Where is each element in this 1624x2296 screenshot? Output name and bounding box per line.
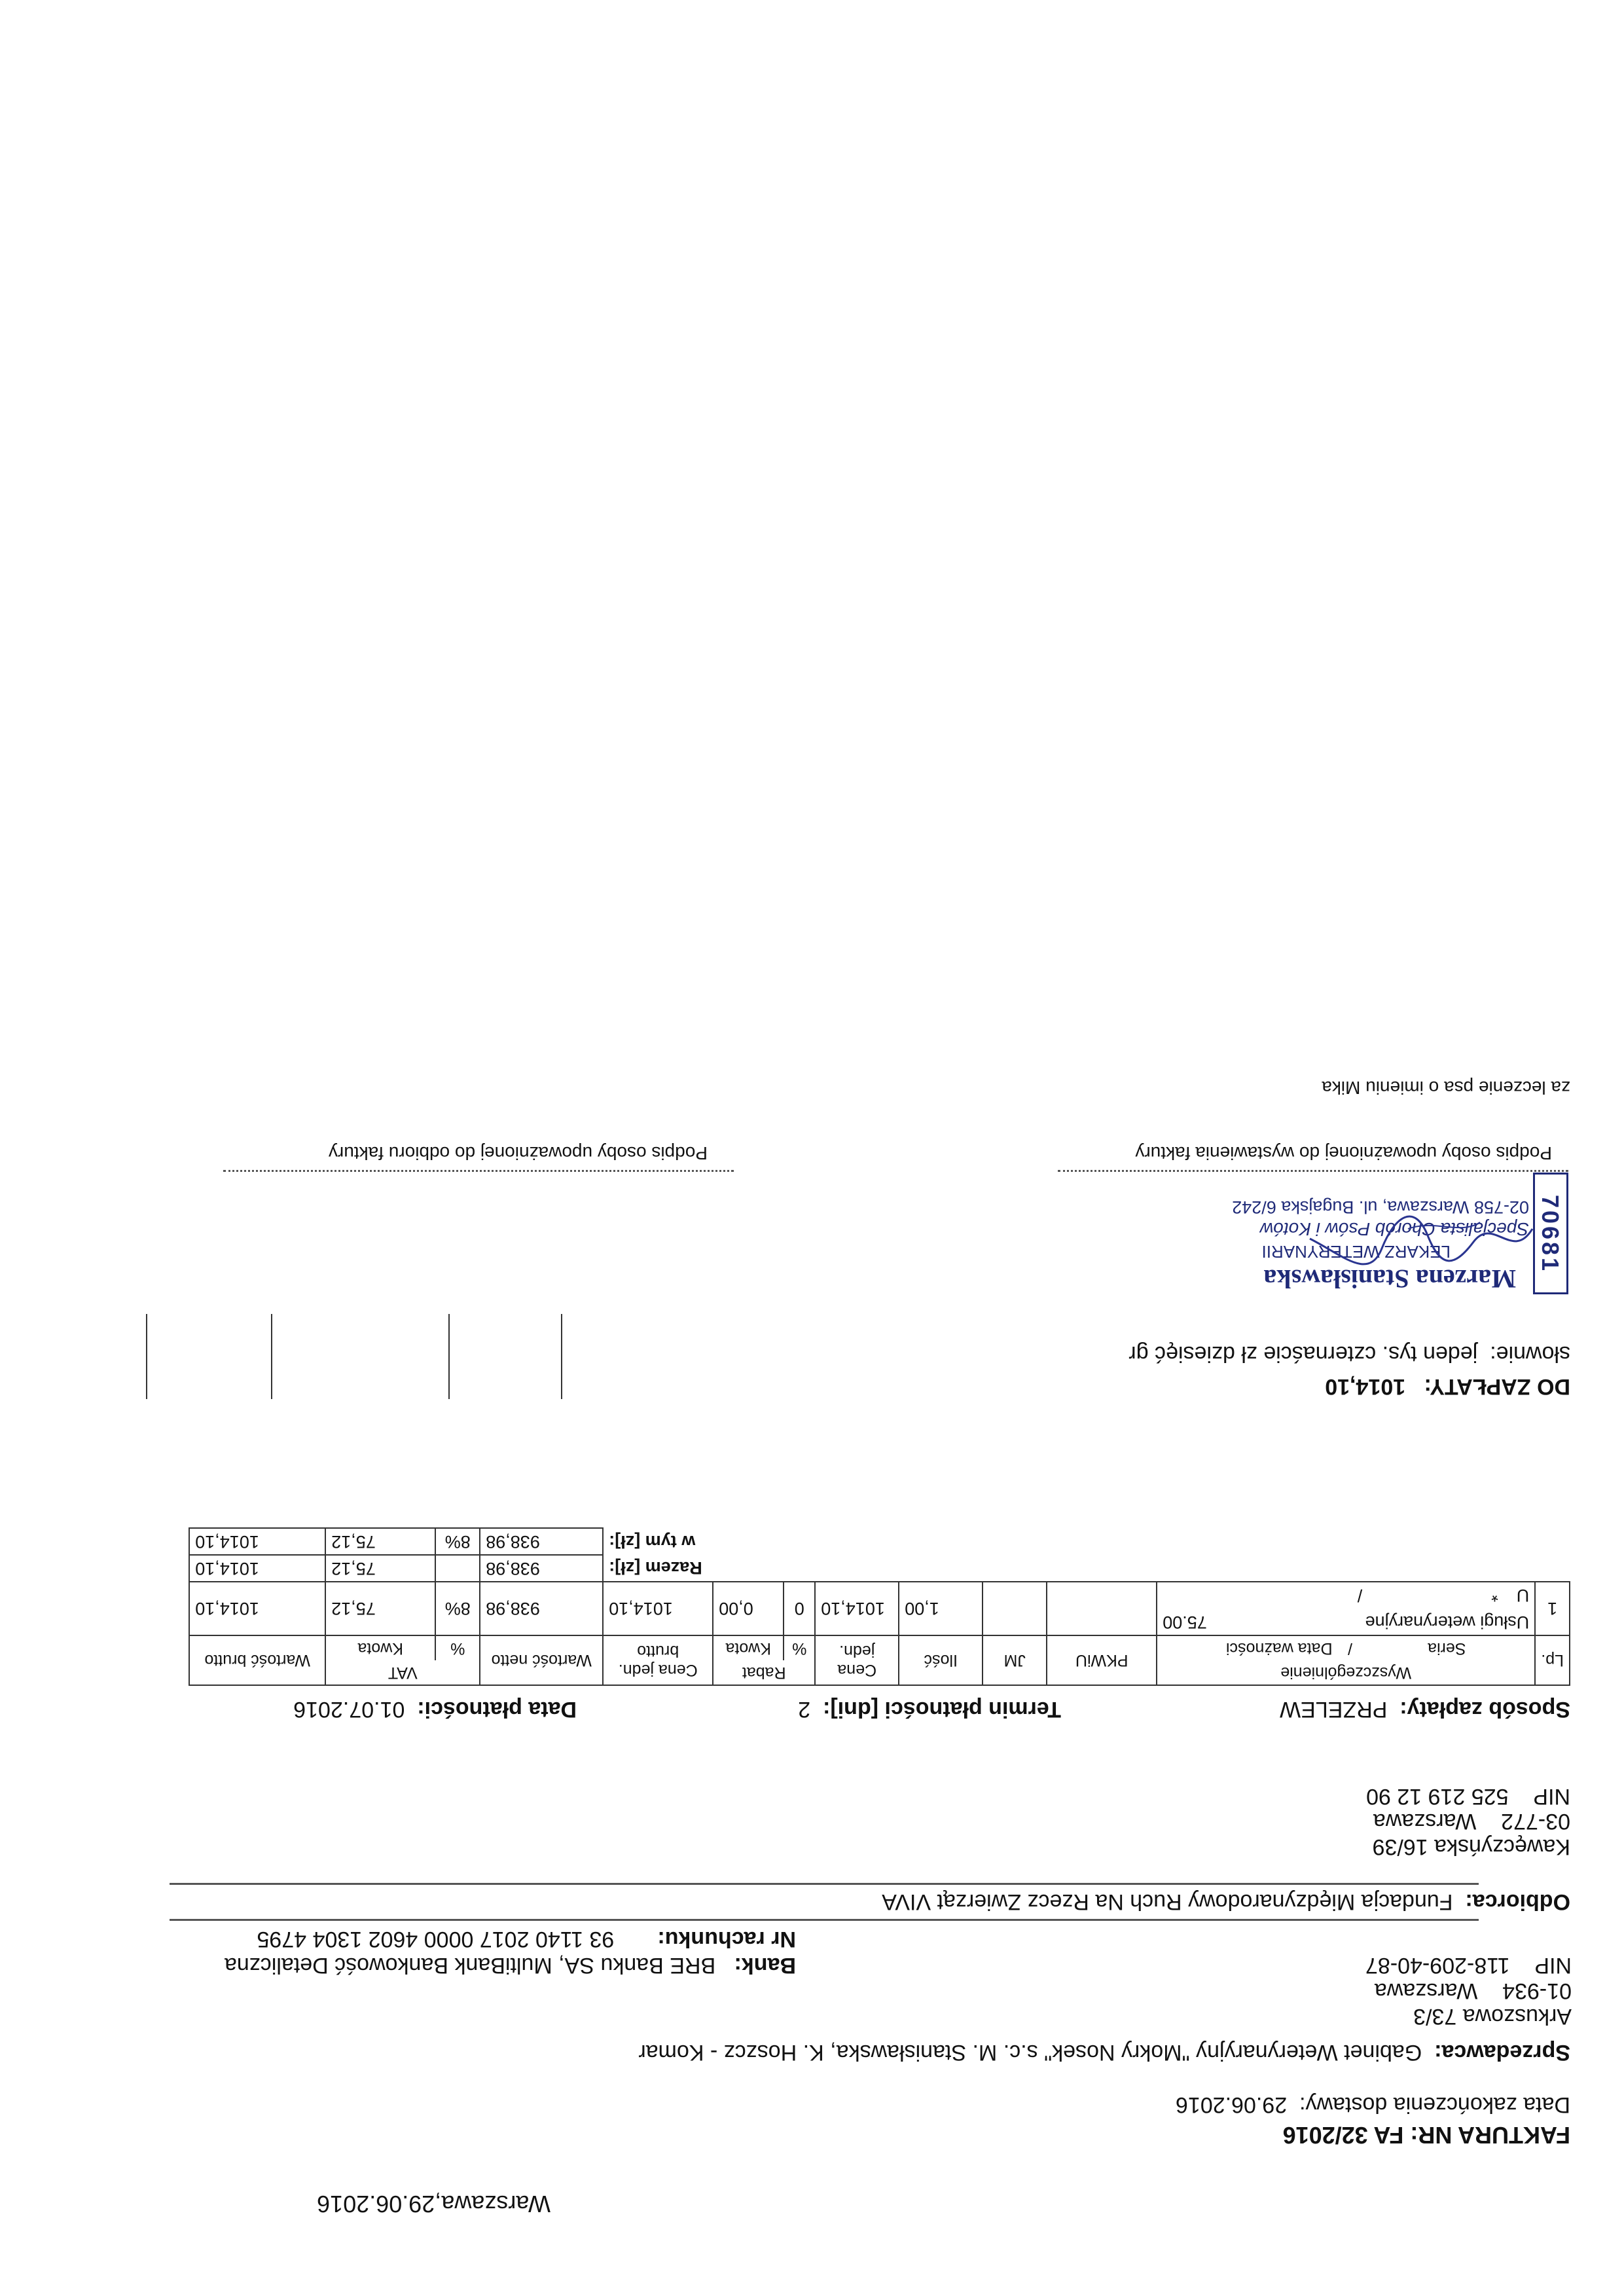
payment-method: PRZELEW (1280, 1697, 1388, 1722)
table-vline-2 (448, 1314, 450, 1399)
delivery-date-line (1176, 2092, 1570, 2117)
row-desc-sub (1163, 1585, 1529, 1605)
stamp-specialty: Specjalista Chorób Psów i Kotów (1260, 1219, 1529, 1239)
payment-term: 2 (798, 1697, 811, 1722)
th-wartosc-brutto: Wartość brutto (189, 1635, 325, 1685)
buyer-line (882, 1889, 1570, 1914)
buyer-separator (170, 1883, 1479, 1885)
row-cena: 1014,10 (815, 1582, 899, 1635)
payment-method-line (1280, 1696, 1570, 1722)
wtym-vat-kwota: 75,12 (325, 1528, 435, 1555)
row-desc-top (1163, 1612, 1529, 1632)
stamp-number: 70681 (1537, 1194, 1564, 1274)
payment-method-label: Sposób zapłaty: (1399, 1697, 1570, 1722)
issuer-signature-label: Podpis osoby upoważnionej do wystawienia faktury (1135, 1143, 1552, 1163)
seller-nip-line (1365, 1952, 1572, 1978)
row-sub-left: U (1516, 1586, 1530, 1605)
table-wtym-row (189, 1528, 1570, 1555)
handwritten-signature (1303, 1203, 1539, 1275)
total-line (1325, 1374, 1570, 1399)
receiver-signature-label: Podpis osoby upoważnionej do odbioru faktury (328, 1143, 708, 1163)
bank-label: Bank: (734, 1953, 796, 1978)
seller-street: Arkuszowa 73/3 (1413, 2004, 1572, 2029)
total-words-line (1128, 1341, 1570, 1366)
table-vline-3 (271, 1314, 272, 1399)
table-header-row (189, 1660, 1570, 1685)
th-vat-pct: % (435, 1635, 480, 1660)
row-rabat-pct: 0 (784, 1582, 815, 1635)
seller-nip: 118-209-40-87 (1365, 1953, 1510, 1978)
th-data-waznosci: Data ważności (1226, 1639, 1333, 1658)
buyer-city-line (1373, 1808, 1570, 1834)
th-seria-data (1157, 1635, 1535, 1660)
th-wartosc-netto: Wartość netto (480, 1635, 603, 1685)
row-brutto: 1014,10 (189, 1582, 325, 1635)
table-row (189, 1582, 1570, 1635)
items-table (189, 1527, 1570, 1686)
table-vline-4 (146, 1314, 147, 1399)
razem-vat-pct (435, 1555, 480, 1582)
seller-label: Sprzedawca: (1434, 2040, 1570, 2065)
th-rabat-pct: % (784, 1635, 815, 1660)
payment-date: 01.07.2016 (293, 1697, 405, 1722)
buyer-street: Kawęczyńska 16/39 (1372, 1834, 1570, 1859)
invoice-label: FAKTURA NR: (1410, 2122, 1570, 2149)
buyer-name: Fundacja Międzynarodowy Ruch Na Rzecz Zwierząt VIVA (882, 1889, 1453, 1914)
th-desc: Wyszczególnienie (1157, 1660, 1535, 1685)
total-amount: 1014,10 (1325, 1374, 1406, 1399)
row-sub-slash: / (1357, 1586, 1363, 1605)
th-vat-kwota: Kwota (325, 1635, 435, 1660)
place-date: Warszawa,29.06.2016 (317, 2191, 550, 2217)
th-cena-jedn: Cena jedn. (815, 1635, 899, 1685)
total-label: DO ZAPŁATY: (1424, 1374, 1570, 1399)
th-seria: Seria (1428, 1639, 1466, 1658)
row-lp: 1 (1535, 1582, 1570, 1635)
total-words: jeden tys. czternaście zł dziesięć gr (1128, 1341, 1478, 1366)
th-lp: Lp. (1535, 1635, 1570, 1685)
seller-separator (170, 1919, 1479, 1921)
row-desc-cell (1157, 1582, 1535, 1635)
wtym-label: w tym [zł]: (609, 1532, 696, 1552)
total-words-label: słownie: (1490, 1341, 1570, 1366)
seller-line (638, 2039, 1570, 2065)
payment-term-line (798, 1696, 1061, 1722)
receiver-signature-line (223, 1170, 734, 1172)
invoice-title (1283, 2121, 1570, 2149)
row-ilosc: 1,00 (899, 1582, 983, 1635)
wtym-vat-pct: 8% (435, 1528, 480, 1555)
razem-brutto: 1014,10 (189, 1555, 325, 1582)
th-rabat-kwota: Kwota (713, 1635, 784, 1660)
buyer-label: Odbiorca: (1465, 1889, 1570, 1914)
seller-name: Gabinet Weterynaryjny "Mokry Nosek" s.c. M. Stanisławska, K. Hoszcz - Komar (638, 2040, 1422, 2065)
row-netto: 938,98 (480, 1582, 603, 1635)
th-rabat: Rabat (713, 1660, 815, 1685)
seller-nip-label: NIP (1534, 1953, 1572, 1978)
stamp-name: Marzena Stanisławska (1263, 1264, 1516, 1294)
seller-account-line (257, 1926, 796, 1952)
seller-city: Warszawa (1374, 1978, 1478, 2003)
delivery-date: 29.06.2016 (1176, 2092, 1288, 2117)
seller-postal: 01-934 (1502, 1978, 1572, 2003)
row-pkwiu-cell (1047, 1582, 1157, 1635)
payment-date-line (293, 1696, 577, 1722)
bank-name: BRE Banku SA, MultiBank Bankowość Detaliczna (224, 1953, 716, 1978)
stamp-address: 02-758 Warszawa, ul. Bugajska 6/242 (1232, 1197, 1529, 1217)
razem-vat-kwota: 75,12 (325, 1555, 435, 1582)
row-cena-brutto: 1014,10 (603, 1582, 713, 1635)
th-slash: / (1348, 1639, 1353, 1658)
account-number: 93 1140 2017 0000 4602 1304 4795 (257, 1927, 615, 1952)
razem-label: Razem [zł]: (609, 1558, 702, 1578)
issuer-signature-line (1058, 1170, 1568, 1172)
th-ilosc: Ilość (899, 1635, 983, 1685)
buyer-nip-label: NIP (1533, 1784, 1570, 1809)
th-pkwiu: PKWiU (1047, 1635, 1157, 1685)
th-vat: VAT (325, 1660, 480, 1685)
invoice-number: FA 32/2016 (1282, 2122, 1404, 2149)
payment-date-label: Data płatności: (417, 1697, 577, 1722)
th-jm: JM (983, 1635, 1047, 1685)
account-label: Nr rachunku: (657, 1927, 796, 1952)
wtym-brutto: 1014,10 (189, 1528, 325, 1555)
row-pkwiu-inline: 75.00 (1163, 1613, 1207, 1632)
th-cena-jedn-brutto: Cena jedn. brutto (603, 1635, 713, 1685)
row-vat-pct: 8% (435, 1582, 480, 1635)
stamp-title: LEKARZ WETERYNARII (1261, 1242, 1451, 1262)
wtym-netto: 938,98 (480, 1528, 603, 1555)
seller-city-line (1375, 1978, 1572, 2003)
buyer-postal: 03-772 (1501, 1809, 1570, 1834)
razem-netto: 938,98 (480, 1555, 603, 1582)
wtym-spacer (713, 1528, 1570, 1555)
razem-spacer (713, 1555, 1570, 1582)
table-razem-row (189, 1555, 1570, 1582)
table-vline-1 (561, 1314, 562, 1399)
row-jm (983, 1582, 1047, 1635)
buyer-city: Warszawa (1373, 1809, 1477, 1834)
buyer-nip: 525 219 12 90 (1366, 1784, 1509, 1809)
buyer-nip-line (1366, 1783, 1570, 1809)
row-rabat-kwota: 0,00 (713, 1582, 784, 1635)
row-sub-mark: * (1491, 1586, 1498, 1605)
delivery-label: Data zakończenia dostawy: (1299, 2092, 1570, 2117)
treatment-note: za leczenie psa o imieniu Mika (1322, 1078, 1570, 1098)
row-vat-kwota: 75,12 (325, 1582, 435, 1635)
row-desc: Usługi weterynaryjne (1365, 1613, 1530, 1632)
seller-bank-line (225, 1952, 796, 1978)
payment-term-label: Termin płatności [dni]: (823, 1697, 1061, 1722)
